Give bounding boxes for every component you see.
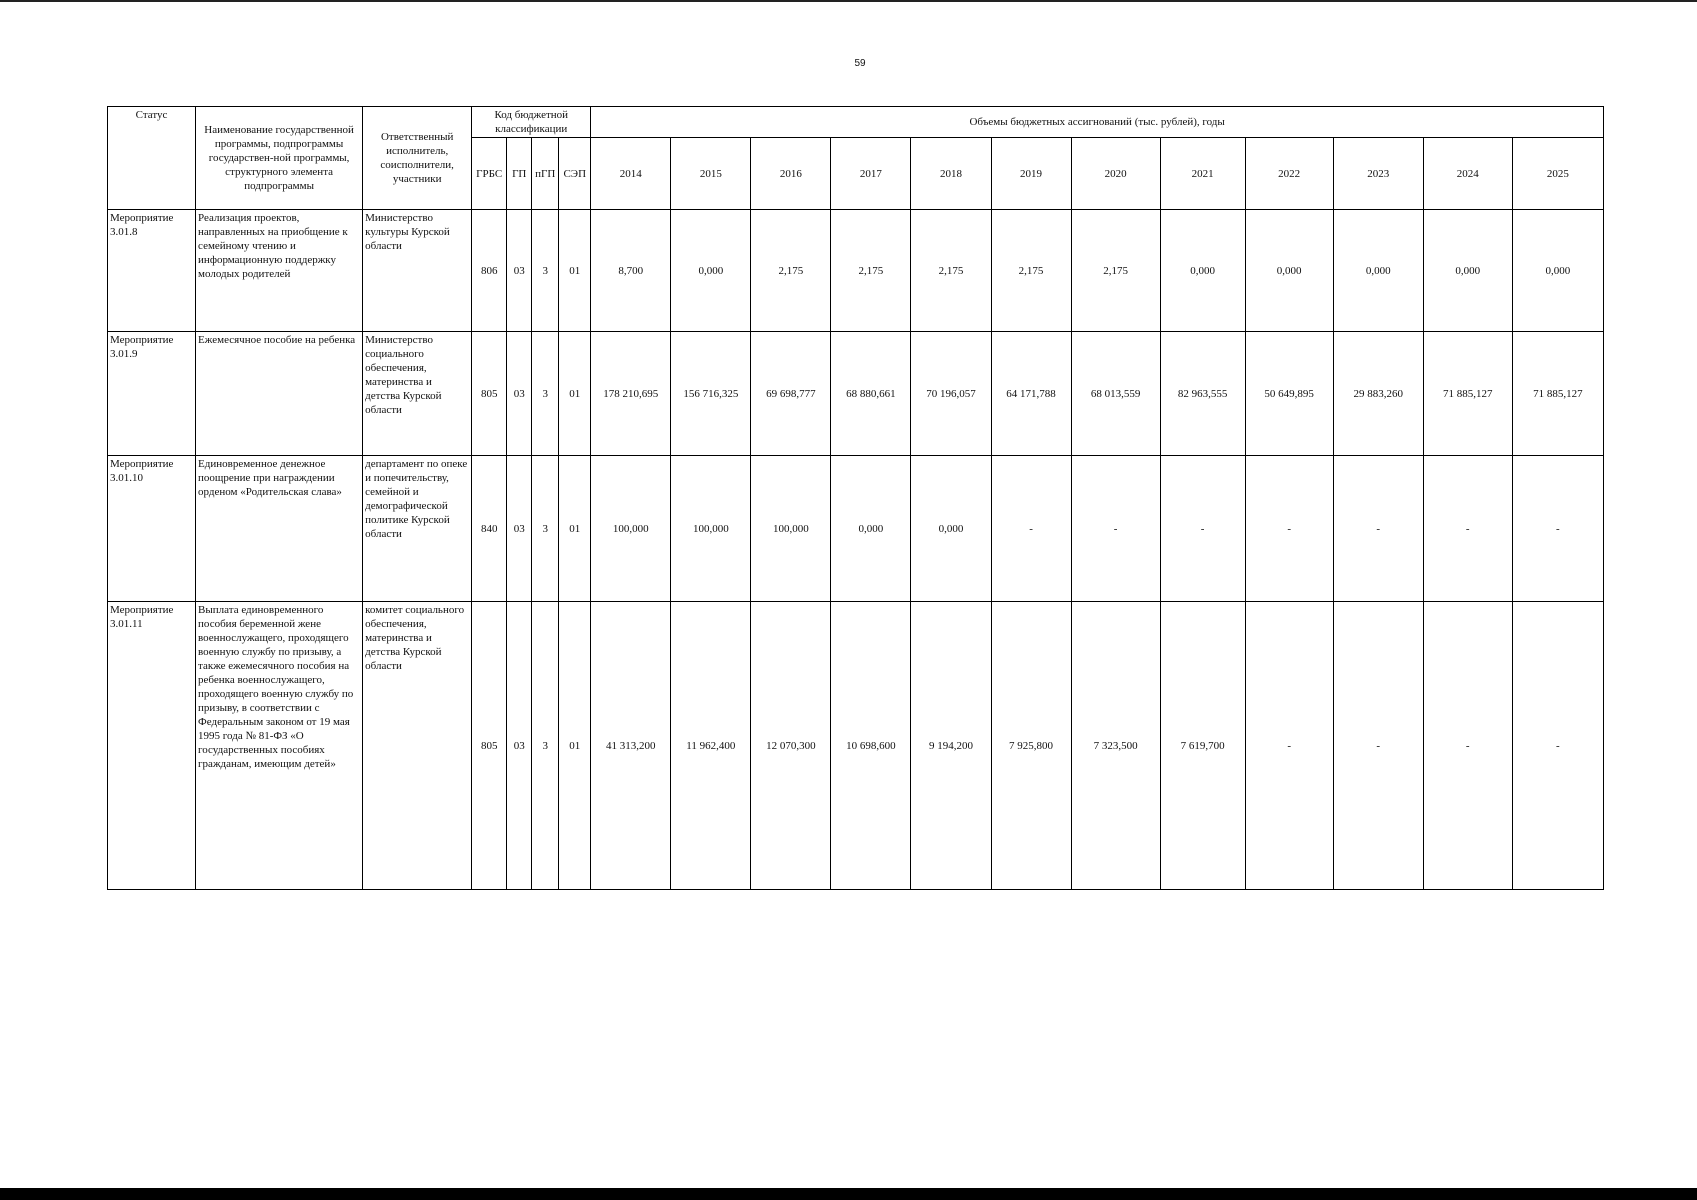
row-code-sep: 01 <box>559 332 591 456</box>
row-value: 100,000 <box>751 456 831 602</box>
row-value: 70 196,057 <box>911 332 991 456</box>
row-value: 0,000 <box>1512 210 1603 332</box>
row-status: Мероприятие 3.01.10 <box>108 456 196 602</box>
row-code-grbs: 806 <box>472 210 507 332</box>
header-code-pgp: пГП <box>532 138 559 210</box>
header-name: Наименование государственной программы, подпрограммы государствен-ной программы, структурного элемента подпрограммы <box>196 107 363 210</box>
row-value: - <box>1333 456 1423 602</box>
header-year: 2024 <box>1423 138 1512 210</box>
row-value: 0,000 <box>911 456 991 602</box>
row-value: - <box>1423 456 1512 602</box>
row-value: 2,175 <box>831 210 911 332</box>
row-code-grbs: 805 <box>472 602 507 890</box>
header-year: 2022 <box>1245 138 1333 210</box>
row-code-gp: 03 <box>507 602 532 890</box>
header-code-sep: СЭП <box>559 138 591 210</box>
row-value: 7 323,500 <box>1071 602 1160 890</box>
header-year: 2014 <box>591 138 671 210</box>
row-value: - <box>1512 456 1603 602</box>
row-code-pgp: 3 <box>532 602 559 890</box>
row-value: - <box>1245 456 1333 602</box>
header-year: 2016 <box>751 138 831 210</box>
row-value: 100,000 <box>671 456 751 602</box>
row-value: - <box>1160 456 1245 602</box>
row-value: 50 649,895 <box>1245 332 1333 456</box>
row-value: 0,000 <box>671 210 751 332</box>
row-value: - <box>991 456 1071 602</box>
row-value: 12 070,300 <box>751 602 831 890</box>
row-status: Мероприятие 3.01.8 <box>108 210 196 332</box>
row-value: 29 883,260 <box>1333 332 1423 456</box>
header-year: 2021 <box>1160 138 1245 210</box>
row-value: 100,000 <box>591 456 671 602</box>
header-year: 2017 <box>831 138 911 210</box>
row-code-sep: 01 <box>559 456 591 602</box>
header-year: 2018 <box>911 138 991 210</box>
header-responsible: Ответственный исполнитель, соисполнители, участники <box>363 107 472 210</box>
scan-bottom-edge <box>0 1188 1697 1200</box>
page-number: 59 <box>854 58 866 69</box>
row-value: 178 210,695 <box>591 332 671 456</box>
row-value: 0,000 <box>1333 210 1423 332</box>
row-value: 0,000 <box>1245 210 1333 332</box>
scan-top-edge <box>0 0 1697 2</box>
row-name: Реализация проектов, направленных на приобщение к семейному чтению и информационную поддержку молодых родителей <box>196 210 363 332</box>
table-row <box>108 456 1604 602</box>
row-value: 68 013,559 <box>1071 332 1160 456</box>
row-value: 2,175 <box>751 210 831 332</box>
table-row <box>108 602 1604 890</box>
row-value: - <box>1512 602 1603 890</box>
header-row-1 <box>108 107 1604 138</box>
header-code-gp: ГП <box>507 138 532 210</box>
header-status: Статус <box>108 107 196 210</box>
budget-allocation-table <box>107 106 1604 890</box>
row-value: 71 885,127 <box>1423 332 1512 456</box>
row-responsible: департамент по опеке и попечительству, семейной и демографической политике Курской области <box>363 456 472 602</box>
row-value: 2,175 <box>991 210 1071 332</box>
row-code-grbs: 805 <box>472 332 507 456</box>
row-value: 82 963,555 <box>1160 332 1245 456</box>
row-value: 10 698,600 <box>831 602 911 890</box>
row-value: 2,175 <box>1071 210 1160 332</box>
row-code-sep: 01 <box>559 602 591 890</box>
header-year: 2025 <box>1512 138 1603 210</box>
row-name: Ежемесячное пособие на ребенка <box>196 332 363 456</box>
row-value: 0,000 <box>1423 210 1512 332</box>
header-year: 2023 <box>1333 138 1423 210</box>
row-value: 64 171,788 <box>991 332 1071 456</box>
row-code-pgp: 3 <box>532 456 559 602</box>
row-code-pgp: 3 <box>532 332 559 456</box>
header-volumes-group: Объемы бюджетных ассигнований (тыс. рублей), годы <box>591 107 1604 138</box>
row-name: Единовременное денежное поощрение при награждении орденом «Родительская слава» <box>196 456 363 602</box>
row-value: 8,700 <box>591 210 671 332</box>
table-row <box>108 210 1604 332</box>
row-value: 0,000 <box>831 456 911 602</box>
row-code-sep: 01 <box>559 210 591 332</box>
row-status: Мероприятие 3.01.9 <box>108 332 196 456</box>
row-value: 68 880,661 <box>831 332 911 456</box>
row-value: 0,000 <box>1160 210 1245 332</box>
row-value: 41 313,200 <box>591 602 671 890</box>
row-value: 7 619,700 <box>1160 602 1245 890</box>
header-year: 2015 <box>671 138 751 210</box>
row-value: 156 716,325 <box>671 332 751 456</box>
row-value: 9 194,200 <box>911 602 991 890</box>
header-budget-code-group: Код бюджетной классификации <box>472 107 591 138</box>
row-code-grbs: 840 <box>472 456 507 602</box>
row-value: 69 698,777 <box>751 332 831 456</box>
row-status: Мероприятие 3.01.11 <box>108 602 196 890</box>
row-value: - <box>1333 602 1423 890</box>
row-name: Выплата единовременного пособия беременной жене военнослужащего, проходящего военную службу по призыву, а также ежемесячного пособия на ребенка военнослужащего, проходящего военную службу по призыву, в соответствии с Федеральным законом от 19 мая 1995 года № 81-ФЗ «О государственных пособиях гражданам, имеющим детей» <box>196 602 363 890</box>
row-value: 71 885,127 <box>1512 332 1603 456</box>
row-code-gp: 03 <box>507 456 532 602</box>
table-row <box>108 332 1604 456</box>
row-value: - <box>1071 456 1160 602</box>
row-value: - <box>1245 602 1333 890</box>
row-code-gp: 03 <box>507 210 532 332</box>
row-responsible: Министерство культуры Курской области <box>363 210 472 332</box>
header-year: 2019 <box>991 138 1071 210</box>
row-value: - <box>1423 602 1512 890</box>
row-value: 11 962,400 <box>671 602 751 890</box>
row-code-pgp: 3 <box>532 210 559 332</box>
header-code-grbs: ГРБС <box>472 138 507 210</box>
row-responsible: комитет социального обеспечения, материнства и детства Курской области <box>363 602 472 890</box>
header-year: 2020 <box>1071 138 1160 210</box>
row-responsible: Министерство социального обеспечения, материнства и детства Курской области <box>363 332 472 456</box>
row-value: 7 925,800 <box>991 602 1071 890</box>
row-code-gp: 03 <box>507 332 532 456</box>
row-value: 2,175 <box>911 210 991 332</box>
